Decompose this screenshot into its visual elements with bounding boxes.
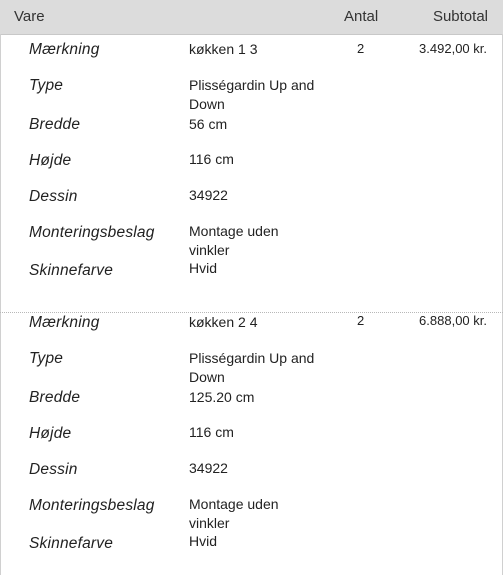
attribute-value: Hvid (189, 260, 218, 276)
attribute-value: 116 cm (189, 424, 234, 440)
attribute-value: 125.20 cm (189, 389, 255, 405)
attribute-value: 34922 (189, 187, 228, 203)
attribute-value: 34922 (189, 460, 228, 476)
attribute-value: Montage uden vinkler (189, 496, 279, 531)
header-antal: Antal (344, 8, 379, 25)
attribute-label: Mærkning (29, 41, 100, 58)
attribute-label: Højde (29, 152, 72, 169)
attribute-value: Hvid (189, 533, 218, 549)
attribute-label: Type (29, 77, 64, 94)
attribute-label: Højde (29, 425, 72, 442)
attribute-label: Bredde (29, 389, 81, 406)
attribute-value: køkken 2 4 (189, 314, 258, 330)
attribute-label: Type (29, 350, 64, 367)
header-subtotal: Subtotal (432, 8, 488, 25)
table-header (0, 0, 503, 35)
header-vare: Vare (14, 8, 45, 25)
attribute-value: køkken 1 3 (189, 41, 258, 57)
item-quantity: 2 (357, 313, 365, 328)
attribute-value: Montage uden vinkler (189, 223, 279, 258)
item-quantity: 2 (357, 41, 365, 56)
attribute-value: 56 cm (189, 116, 228, 132)
item-subtotal: 3.492,00 kr. (419, 41, 487, 56)
attribute-value: Plisségardin Up and Down (189, 350, 315, 385)
attribute-label: Dessin (29, 188, 78, 205)
item-subtotal: 6.888,00 kr. (419, 313, 487, 328)
attribute-label: Skinnefarve (29, 262, 114, 279)
attribute-label: Skinnefarve (29, 535, 114, 552)
attribute-value: Plisségardin Up and Down (189, 77, 315, 112)
attribute-value: 116 cm (189, 151, 234, 167)
order-item-2 (0, 312, 503, 576)
attribute-label: Mærkning (29, 314, 100, 331)
order-item-1 (0, 35, 503, 312)
attribute-label: Monteringsbeslag (29, 497, 155, 514)
attribute-label: Dessin (29, 461, 78, 478)
attribute-label: Bredde (29, 116, 81, 133)
attribute-label: Monteringsbeslag (29, 224, 155, 241)
